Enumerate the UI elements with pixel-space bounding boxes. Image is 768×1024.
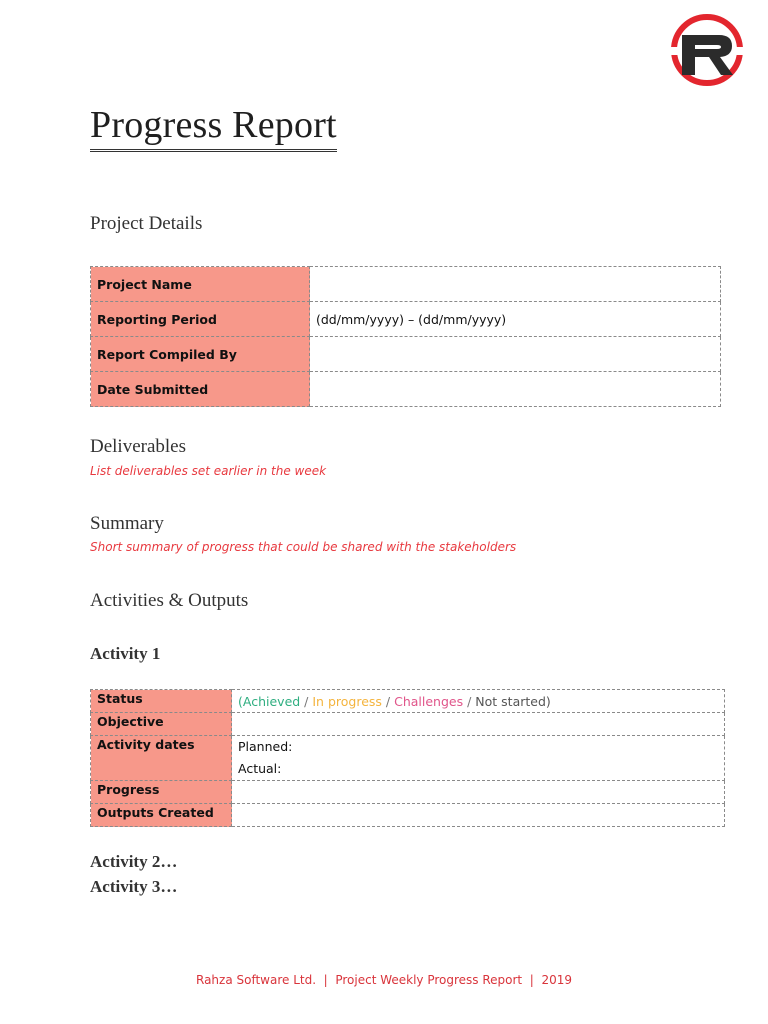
activity-3-heading: Activity 3…: [90, 877, 178, 896]
status-challenges: Challenges: [394, 693, 464, 709]
page-footer: Rahza Software Ltd. | Project Weekly Progress Report | 2019: [196, 973, 572, 987]
status-label: Status: [91, 690, 232, 713]
table-row: [91, 302, 721, 337]
date-submitted-value[interactable]: [310, 372, 721, 407]
activity-2-heading: Activity 2…: [90, 852, 178, 871]
deliverables-hint: List deliverables set earlier in the week: [90, 464, 327, 478]
progress-label: Progress: [91, 781, 232, 804]
activity-1-table: [90, 689, 725, 827]
project-name-label: Project Name: [91, 267, 310, 302]
project-name-value[interactable]: [310, 267, 721, 302]
activities-heading: Activities & Outputs: [90, 590, 249, 611]
outputs-created-label: Outputs Created: [91, 804, 232, 827]
status-value[interactable]: [232, 690, 725, 713]
status-achieved: Achieved: [242, 693, 301, 709]
table-row: [91, 372, 721, 407]
status-separator: /: [381, 693, 395, 709]
table-row: [91, 713, 725, 736]
table-row: [91, 736, 725, 781]
table-row: [91, 781, 725, 804]
report-compiled-by-value[interactable]: [310, 337, 721, 372]
status-not-started: Not started): [475, 693, 551, 709]
table-row: [91, 804, 725, 827]
status-separator: /: [300, 693, 313, 709]
status-in-progress: In progress: [312, 693, 382, 709]
summary-hint: Short summary of progress that could be shared with the stakeholders: [90, 540, 517, 554]
status-open-paren: (: [238, 693, 243, 709]
reporting-period-value[interactable]: (dd/mm/yyyy) – (dd/mm/yyyy): [310, 302, 721, 337]
deliverables-heading: Deliverables: [90, 436, 187, 457]
objective-label: Objective: [91, 713, 232, 736]
table-row: [91, 267, 721, 302]
report-compiled-by-label: Report Compiled By: [91, 337, 310, 372]
project-details-heading: Project Details: [90, 213, 203, 234]
project-details-table: [90, 266, 721, 407]
activity-1-heading: Activity 1: [90, 644, 161, 663]
table-row: [91, 337, 721, 372]
outputs-created-value[interactable]: [232, 804, 725, 827]
activity-dates-label: Activity dates: [91, 736, 232, 781]
actual-label: Actual:: [238, 761, 282, 776]
planned-label: Planned:: [238, 739, 293, 754]
table-row: [91, 690, 725, 713]
progress-value[interactable]: [232, 781, 725, 804]
page-title: Progress Report: [90, 101, 337, 152]
rahza-logo-icon: [669, 11, 745, 89]
reporting-period-label: Reporting Period: [91, 302, 310, 337]
activity-dates-value[interactable]: [232, 736, 725, 781]
date-submitted-label: Date Submitted: [91, 372, 310, 407]
summary-heading: Summary: [90, 513, 164, 534]
status-separator: /: [463, 693, 476, 709]
objective-value[interactable]: [232, 713, 725, 736]
